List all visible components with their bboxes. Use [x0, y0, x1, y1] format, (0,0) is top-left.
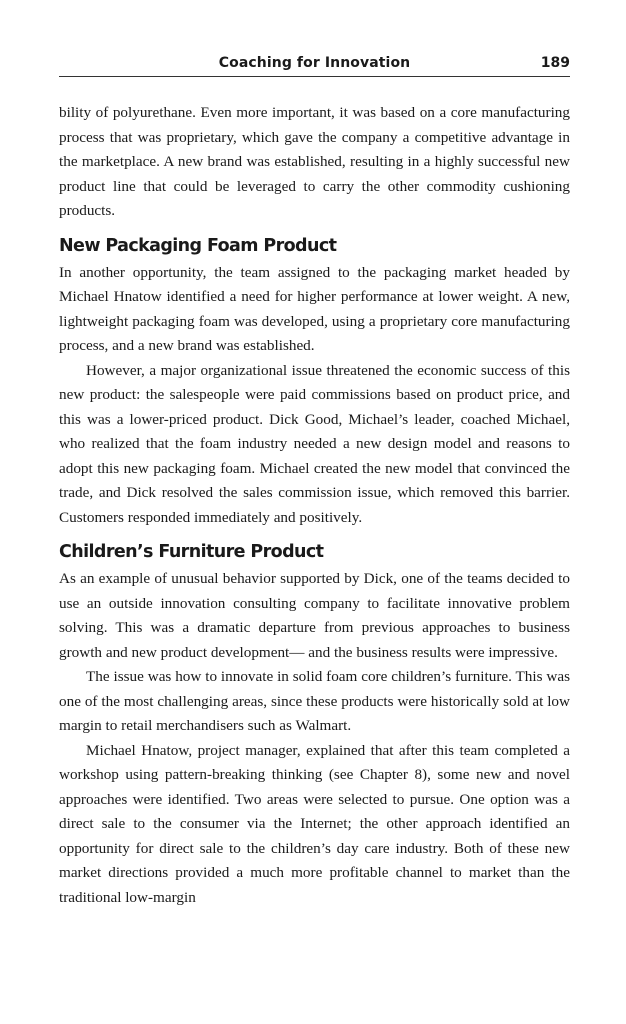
- book-page: [59, 50, 570, 910]
- paragraph: Michael Hnatow, project manager, explained that after this team completed a workshop using pattern-breaking thinking (see Chapter 8), some new and novel approaches were identified. Two areas were selected to pursue. One option was a direct sale to the consumer via the Internet; the other approach identified an opportunity for direct sale to the children’s day care industry. Both of these new market directions provided a much more profitable channel to market than the traditional low-margin: [59, 741, 570, 906]
- section-heading-childrens-furniture: Children’s Furniture Product: [59, 542, 324, 562]
- paragraph: The issue was how to innovate in solid foam core children’s furniture. This was one of the most challenging areas, since these products were historically sold at low margin to retail merchandisers such as Walmart.: [59, 668, 570, 734]
- intro-paragraph: bility of polyurethane. Even more important, it was based on a core manufacturing process that was proprietary, which gave the company a competitive advantage in the marketplace. A new brand was established, resulting in a highly successful new product line that could be leveraged to carry the other commodity cushioning products.: [59, 104, 570, 219]
- paragraph: As an example of unusual behavior supported by Dick, one of the teams decided to use an outside innovation consulting company to facilitate innovative problem solving. This was a dramatic departure from previous approaches to business growth and new product development— and the business results were impressive.: [59, 570, 570, 661]
- running-header: [59, 50, 570, 77]
- paragraph: However, a major organizational issue threatened the economic success of this new product: the salespeople were paid commissions based on product price, and this was a lower-priced product. Dick Good, Michael’s leader, coached Michael, who realized that the foam industry needed a new design model and reasons to adopt this new packaging foam. Michael created the new model that convinced the trade, and Dick resolved the sales commission issue, which removed this barrier. Customers responded immediately and positively.: [59, 361, 570, 526]
- section-heading-packaging-foam: New Packaging Foam Product: [59, 235, 337, 256]
- chapter-title: Coaching for Innovation: [218, 55, 411, 71]
- page-number: 189: [540, 55, 570, 71]
- body-text: [59, 101, 570, 910]
- paragraph: In another opportunity, the team assigned to the packaging market headed by Michael Hnatow identified a need for higher performance at lower weight. A new, lightweight packaging foam was developed, using a proprietary core manufacturing process, and a new brand was established.: [59, 263, 570, 354]
